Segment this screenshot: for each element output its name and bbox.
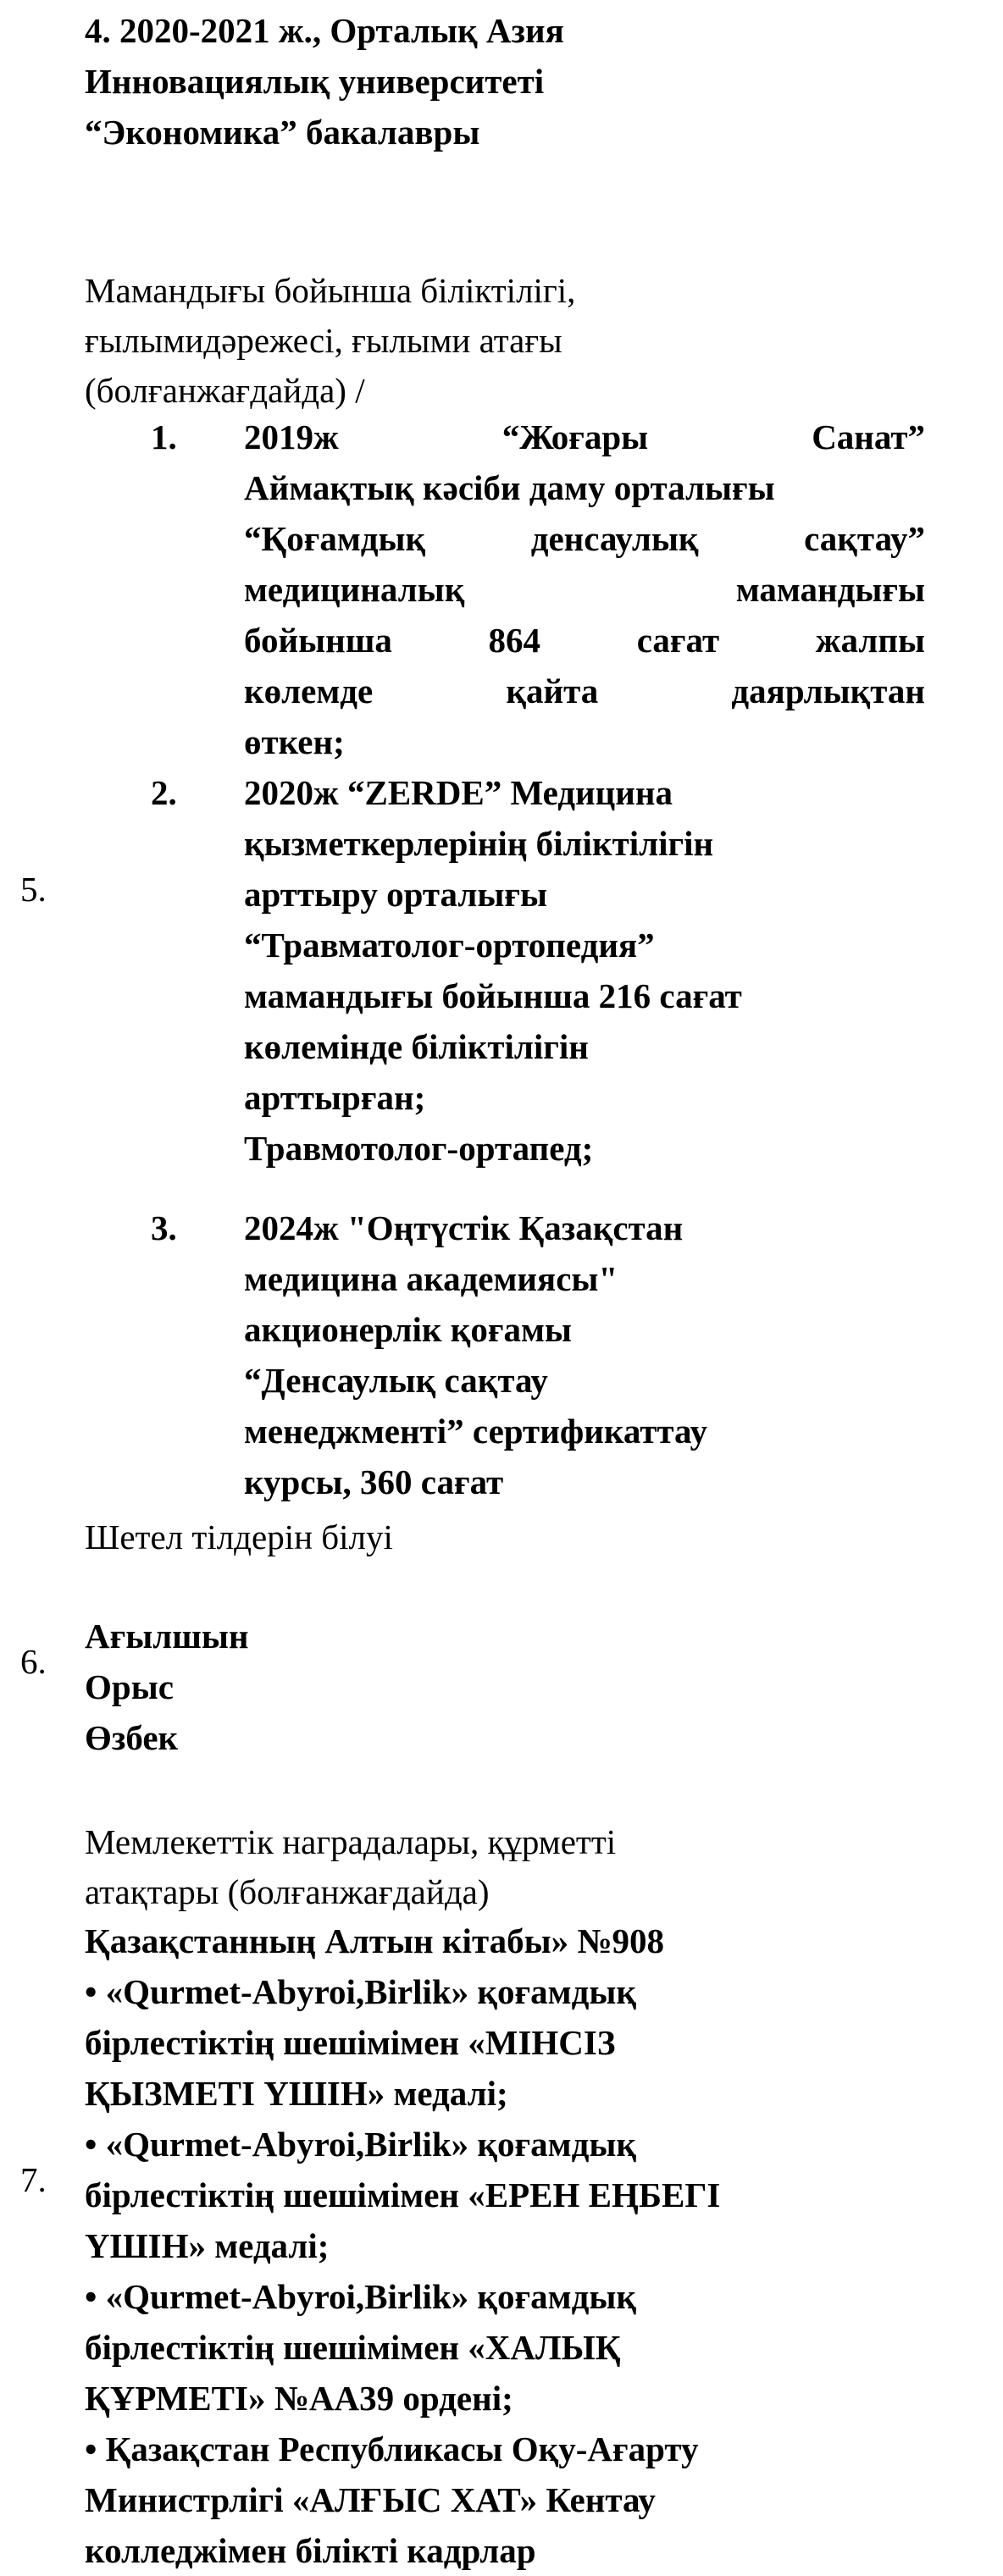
item-2-line: көлемінде біліктілігін xyxy=(244,1027,589,1066)
item-2-line: арттыру орталығы xyxy=(244,875,547,914)
award-line: ҚҰРМЕТІ» №АА39 ордені; xyxy=(85,2379,513,2418)
section-7-label-line: атақтары (болғанжағдайда) xyxy=(85,1872,490,1911)
item-1-word: 2019ж xyxy=(244,417,339,456)
section-5-label xyxy=(85,266,847,416)
item-1-word: медициналық xyxy=(244,570,465,609)
section-6-number: 6. xyxy=(20,1642,47,1681)
award-line: бірлестіктің шешімімен «ЕРЕН ЕҢБЕГІ xyxy=(85,2175,721,2214)
item-1-word: мамандығы xyxy=(735,570,925,609)
item-1-word: “Қоғамдық xyxy=(244,519,426,558)
section-7-label xyxy=(85,1817,616,1917)
award-line: бірлестіктің шешімімен «ХАЛЫҚ xyxy=(85,2328,621,2367)
item-1-word: сағат xyxy=(636,621,720,660)
item-1-line xyxy=(244,564,925,615)
section-5-label-line: ғылымидәрежесі, ғылыми атағы xyxy=(85,321,562,360)
item-1-word: даярлықтан xyxy=(731,672,926,710)
languages-list xyxy=(85,1611,249,1763)
item-1-line: өткен; xyxy=(244,722,345,761)
item-3-line: “Денсаулық сақтау xyxy=(244,1361,548,1400)
item-2-line: 2020ж “ZERDE” Медицина xyxy=(244,773,673,812)
section-5-label-line: Мамандығы бойынша біліктілігі, xyxy=(85,271,576,310)
qualification-item-2-marker: 2. xyxy=(151,773,177,812)
award-line: ҮШІН» медалі; xyxy=(85,2226,330,2265)
language-item: Өзбек xyxy=(85,1718,179,1757)
award-line: • «Qurmet-Abyroi,Birlik» қоғамдық xyxy=(85,1972,636,2011)
qualification-item-1 xyxy=(244,412,925,767)
section-7-number: 7. xyxy=(20,2160,47,2199)
item-1-word: қайта xyxy=(506,672,599,710)
item-3-line: медицина академиясы" xyxy=(244,1259,618,1298)
item-1-line xyxy=(244,666,925,716)
section-5-label-line: (болғанжағдайда) / xyxy=(85,371,365,410)
item-1-word: көлемде xyxy=(244,672,374,710)
language-item: Орыс xyxy=(85,1667,174,1706)
section-4-line: 4. 2020-2021 ж., Орталық Азия xyxy=(85,11,564,50)
section-4-line: Инновациялық университеті xyxy=(85,62,545,101)
item-3-line: 2024ж "Оңтүстік Қазақстан xyxy=(244,1208,684,1247)
item-2-line: қызметкерлерінің біліктілігін xyxy=(244,824,714,863)
section-5-number: 5. xyxy=(20,870,47,909)
item-1-word: 864 xyxy=(488,621,541,660)
item-1-word: бойынша xyxy=(244,621,392,660)
item-1-word: жалпы xyxy=(815,621,925,660)
award-line: колледжімен білікті кадрлар xyxy=(85,2531,536,2570)
item-1-line xyxy=(244,615,925,666)
award-line: ҚЫЗМЕТІ ҮШІН» медалі; xyxy=(85,2074,508,2113)
award-line: бірлестіктің шешімімен «МІНСІЗ xyxy=(85,2023,616,2062)
item-1-word: денсаулық xyxy=(530,519,699,558)
item-2-line: “Травматолог-ортопедия” xyxy=(244,926,655,965)
section-7-label-line: Мемлекеттік наградалары, құрметті xyxy=(85,1822,617,1861)
item-1-word: сақтау” xyxy=(804,519,925,558)
item-1-line xyxy=(244,513,925,564)
qualification-item-3-marker: 3. xyxy=(151,1208,177,1247)
section-4-line: “Экономика” бакалавры xyxy=(85,113,480,152)
language-item: Ағылшын xyxy=(85,1617,249,1656)
item-1-line xyxy=(244,412,925,462)
award-line: • Қазақстан Республикасы Оқу-Ағарту xyxy=(85,2430,699,2468)
item-1-word: Санат” xyxy=(812,417,925,456)
item-2-line: арттырған; xyxy=(244,1078,426,1117)
item-2-line: мамандығы бойынша 216 сағат xyxy=(244,976,742,1015)
qualification-item-2 xyxy=(244,767,973,1174)
award-line: • «Qurmet-Abyroi,Birlik» қоғамдық xyxy=(85,2277,636,2316)
award-line: Министрлігі «АЛҒЫС ХАТ» Кентау xyxy=(85,2480,656,2519)
item-3-line: менеджменті” сертификаттау xyxy=(244,1412,707,1451)
qualification-item-3 xyxy=(244,1202,973,1507)
item-3-line: акционерлік қоғамы xyxy=(244,1310,572,1349)
award-line: • «Qurmet-Abyroi,Birlik» қоғамдық xyxy=(85,2125,636,2164)
item-1-word: “Жоғары xyxy=(502,417,649,456)
item-2-line: Травмотолог-ортапед; xyxy=(244,1129,594,1168)
section-4-block xyxy=(85,5,932,158)
award-line: Қазақстанның Алтын кітабы» №908 xyxy=(85,1921,665,1960)
item-3-line: курсы, 360 сағат xyxy=(244,1462,504,1501)
item-1-line: Аймақтық кәсіби даму орталығы xyxy=(244,468,775,507)
qualification-item-1-marker: 1. xyxy=(151,417,177,456)
awards-list xyxy=(85,1915,983,2576)
section-6-label: Шетел тілдерін білуі xyxy=(85,1517,393,1556)
